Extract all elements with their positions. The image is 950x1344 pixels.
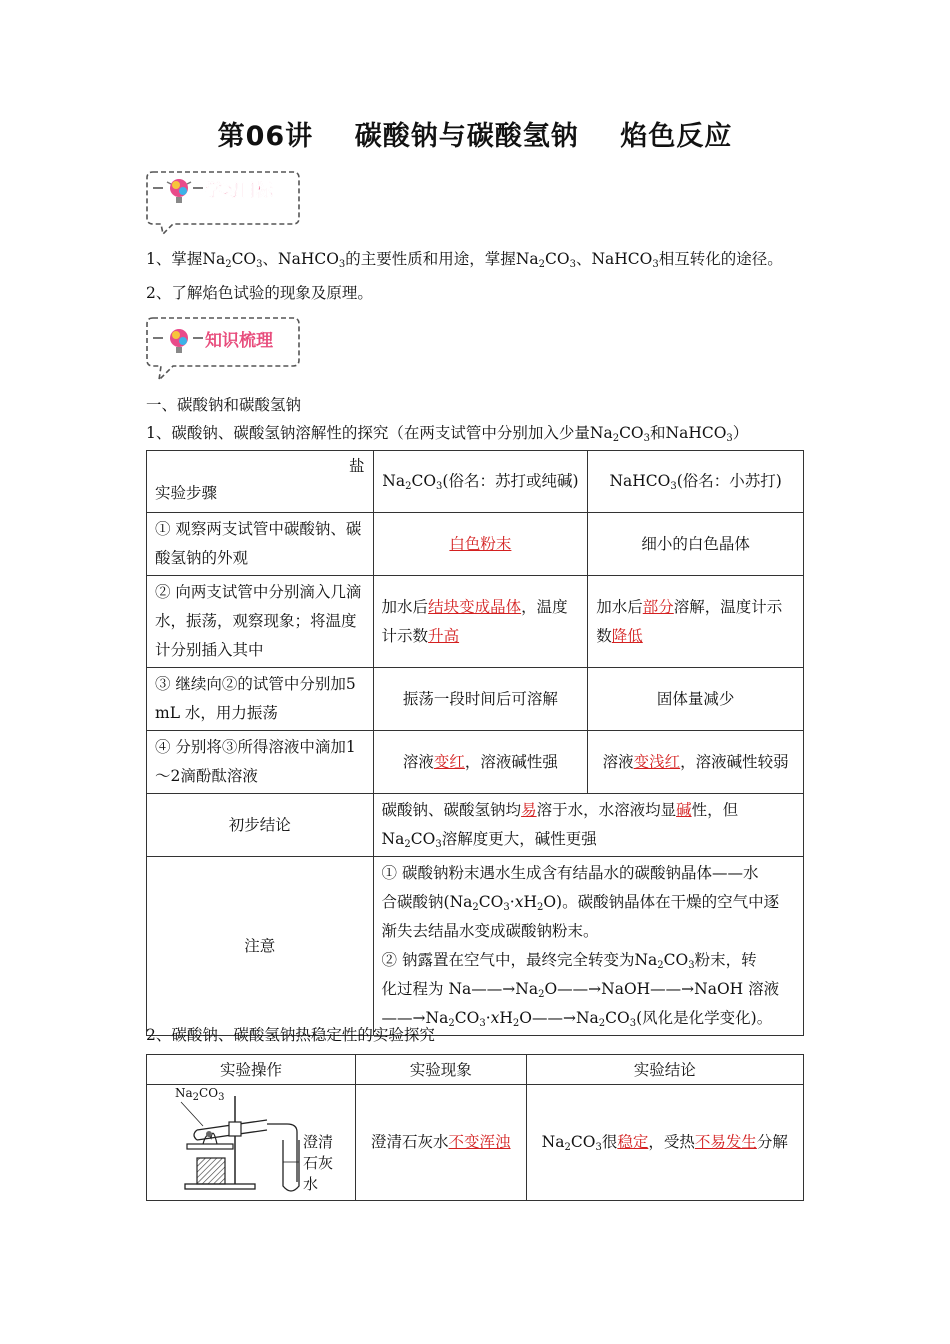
heating-apparatus-figure (147, 1086, 355, 1200)
table-row (147, 1085, 804, 1201)
header-na2co3: $Na_2CO_3$(俗名：苏打或纯碱) (373, 451, 588, 513)
goal-1: 1、掌握$Na_2CO_3$、NaHCO$_3$的主要性质和用途，掌握$Na_2CO_3$、NaHCO$_3$相互转化的途径。 (146, 250, 783, 270)
label-cell: 初步结论 (147, 794, 374, 857)
page-title: 第06讲 碳酸钠与碳酸氢钠 焰色反应 (217, 121, 733, 152)
result-cell: 白色粉末 (373, 513, 588, 576)
result-cell: 溶液变浅红，溶液碱性较弱 (588, 731, 804, 794)
result-cell: 固体量减少 (588, 668, 804, 731)
subsection-heading-2: 2、碳酸钠、碳酸氢钠热稳定性的实验探究 (146, 1026, 435, 1044)
note-cell: ① 碳酸钠粉末遇水生成含有结晶水的碳酸钠晶体——水 合碳酸钠$(Na_2CO_3\cdot xH_2O)$。碳酸钠晶体在干燥的空气中逐 渐失去结晶水变成碳酸钠粉末。 ② 钠露置在空气中，最终完全转变为$Na_2CO_3$粉末，转 化过程为 $Na——\to Na_2O——\to NaOH——\to NaOH$ 溶液 $——\to Na_2CO_3\cdot xH_2O——\to Na_2CO_3$(风化是化学变化)。 (373, 857, 803, 1036)
conclusion-cell: 碳酸钠、碳酸氢钠均易溶于水，水溶液均显碱性，但 $Na_2CO_3$溶解度更大，碱性更强 (373, 794, 803, 857)
header-step: 实验步骤 (155, 484, 218, 502)
badge-label: 知识梳理 (205, 331, 273, 351)
conclusion-cell: $Na_2CO_3$很稳定，受热不易发生分解 (526, 1085, 803, 1201)
apparatus-label: $Na_2CO_3$ (175, 1085, 225, 1103)
table-row (147, 576, 804, 668)
column-header: 实验操作 (147, 1055, 356, 1085)
step-cell: ② 向两支试管中分别滴入几滴水，振荡，观察现象；将温度计分别插入其中 (147, 576, 374, 668)
table-row (147, 668, 804, 731)
thermal-stability-table (146, 1054, 804, 1201)
result-cell: 细小的白色晶体 (588, 513, 804, 576)
result-cell: 加水后结块变成晶体，温度计示数升高 (373, 576, 588, 668)
header-salt: 盐 (349, 457, 365, 475)
knowledge-badge (143, 314, 303, 384)
section-heading: 一、碳酸钠和碳酸氢钠 (146, 396, 302, 414)
table-row (147, 513, 804, 576)
step-cell: ③ 继续向②的试管中分别加5 mL 水，用力振荡 (147, 668, 374, 731)
apparatus-cell (147, 1085, 356, 1201)
goal-2: 2、了解焰色试验的现象及原理。 (146, 284, 373, 302)
column-header: 实验现象 (356, 1055, 527, 1085)
solubility-table (146, 450, 804, 1036)
table-row (147, 1055, 804, 1085)
step-cell: ④ 分别将③所得溶液中滴加1～2滴酚酞溶液 (147, 731, 374, 794)
learning-goals-badge (143, 168, 303, 238)
result-cell: 振荡一段时间后可溶解 (373, 668, 588, 731)
table-row (147, 731, 804, 794)
step-cell: ① 观察两支试管中碳酸钠、碳酸氢钠的外观 (147, 513, 374, 576)
column-header: 实验结论 (526, 1055, 803, 1085)
header-nahco3: NaHCO$_3$(俗名：小苏打) (588, 451, 804, 513)
limewater-label: 澄清 石灰 水 (303, 1132, 334, 1193)
subsection-heading-1: 1、碳酸钠、碳酸氢钠溶解性的探究（在两支试管中分别加入少量$Na_2CO_3$和NaHCO$_3$） (146, 424, 749, 444)
result-cell: 溶液变红，溶液碱性强 (373, 731, 588, 794)
table-row (147, 857, 804, 1036)
result-cell: 加水后部分溶解，温度计示数降低 (588, 576, 804, 668)
phenomenon-cell: 澄清石灰水不变浑浊 (356, 1085, 527, 1201)
label-cell: 注意 (147, 857, 374, 1036)
header-diagonal-cell (147, 451, 374, 513)
badge-label: 学习目标 (205, 181, 273, 201)
table-row (147, 451, 804, 513)
table-row (147, 794, 804, 857)
